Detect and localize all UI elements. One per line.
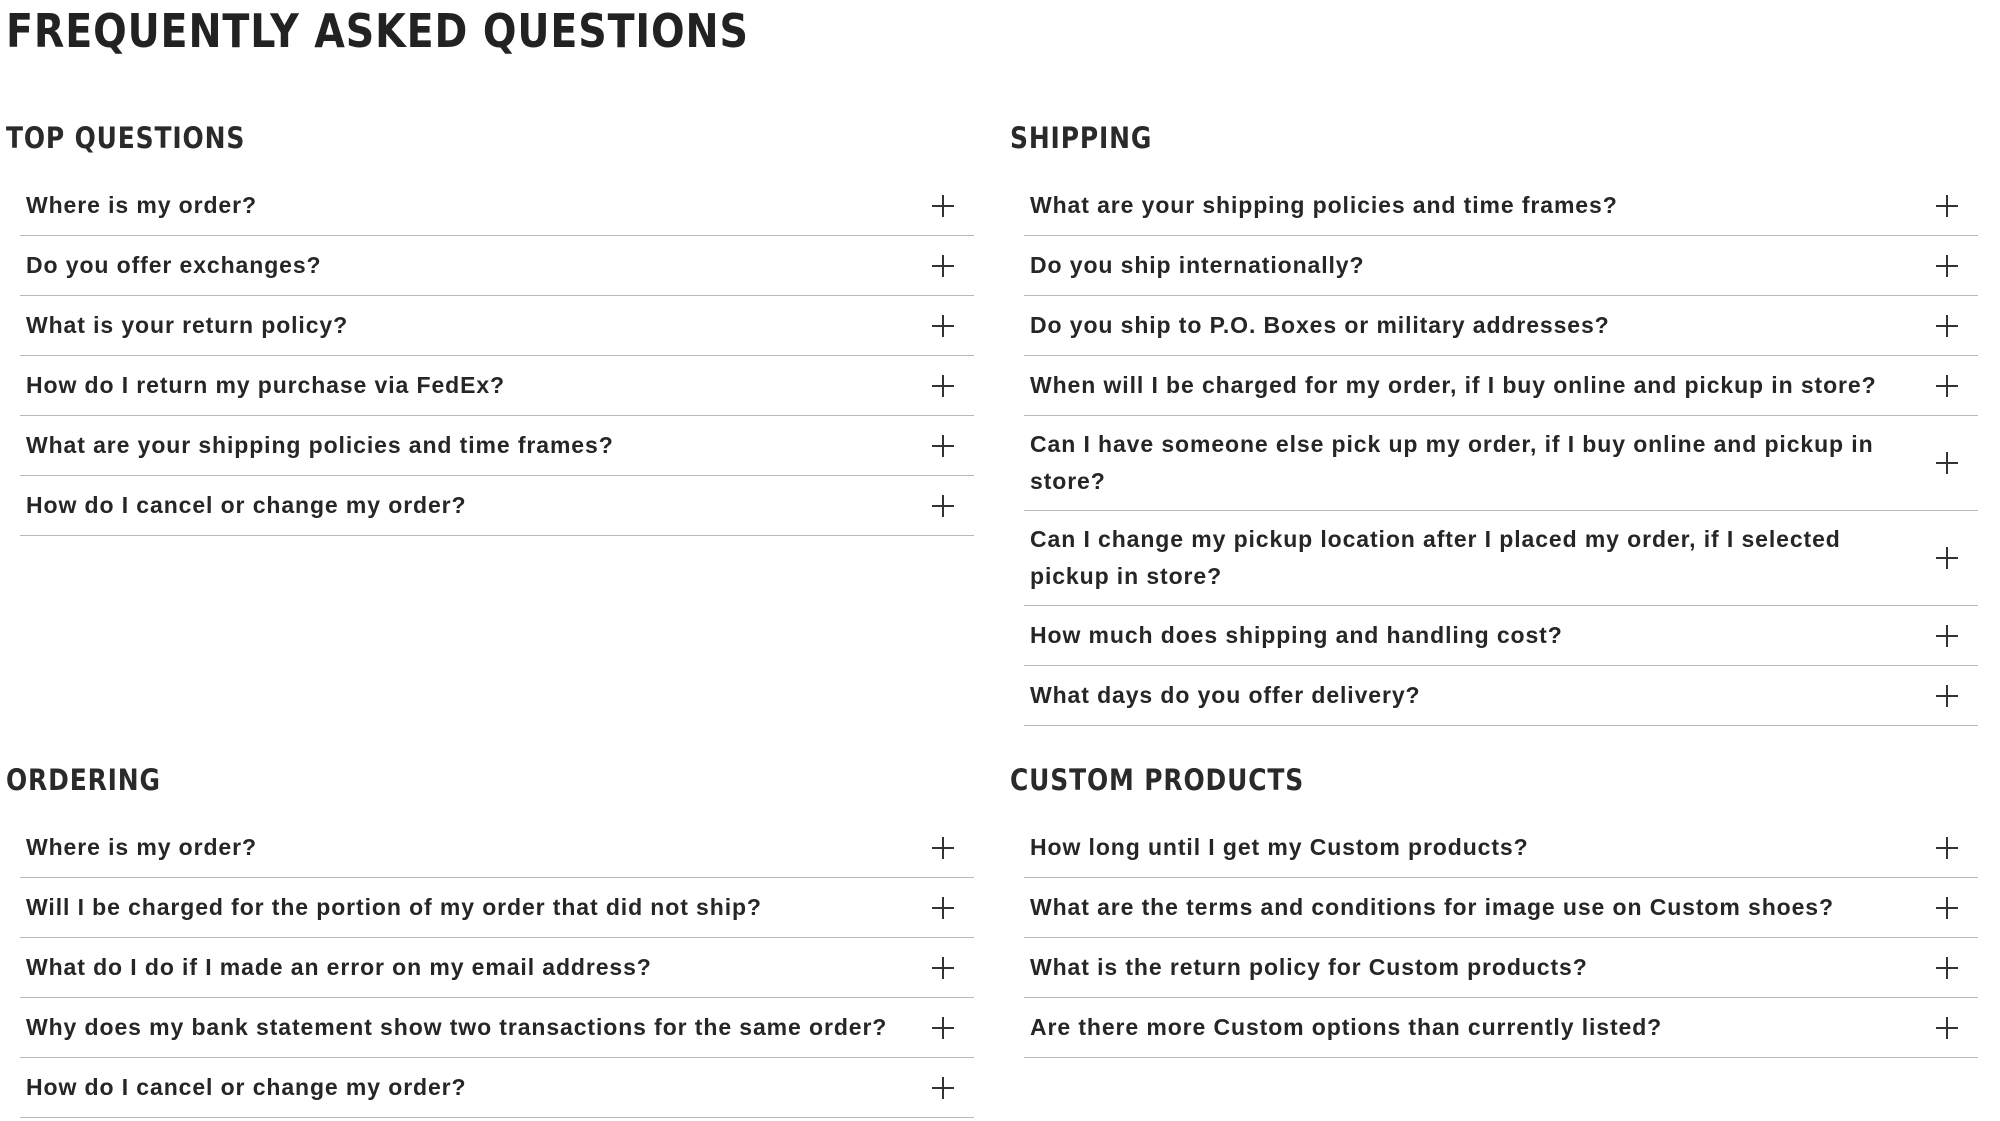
faq-item[interactable] — [1024, 176, 1978, 236]
plus-icon[interactable] — [1936, 255, 1958, 277]
faq-item[interactable] — [20, 416, 974, 476]
faq-question: When will I be charged for my order, if I buy online and pickup in store? — [1030, 372, 1877, 398]
faq-question: What is the return policy for Custom products? — [1030, 954, 1588, 980]
faq-question: Why does my bank statement show two transactions for the same order? — [26, 1014, 888, 1040]
faq-item[interactable] — [20, 176, 974, 236]
faq-item[interactable] — [20, 878, 974, 938]
faq-item[interactable] — [20, 1058, 974, 1118]
section-heading: ORDERING — [6, 763, 161, 797]
faq-question: How do I cancel or change my order? — [26, 1074, 467, 1100]
faq-question: Can I have someone else pick up my order, if I buy online and pickup in store? — [1030, 431, 1874, 494]
section-custom-products — [1010, 754, 1995, 1058]
plus-icon[interactable] — [1936, 625, 1958, 647]
faq-question: What are your shipping policies and time frames? — [26, 432, 614, 458]
section-heading: CUSTOM PRODUCTS — [1010, 763, 1305, 797]
faq-item[interactable] — [1024, 511, 1978, 606]
faq-question: What is your return policy? — [26, 312, 349, 338]
faq-item[interactable] — [20, 938, 974, 998]
plus-icon[interactable] — [932, 837, 954, 859]
plus-icon[interactable] — [932, 195, 954, 217]
plus-icon[interactable] — [932, 495, 954, 517]
plus-icon[interactable] — [932, 897, 954, 919]
plus-icon[interactable] — [1936, 897, 1958, 919]
faq-list — [6, 176, 991, 536]
faq-item[interactable] — [1024, 938, 1978, 998]
plus-icon[interactable] — [1936, 685, 1958, 707]
faq-item[interactable] — [1024, 606, 1978, 666]
plus-icon[interactable] — [932, 957, 954, 979]
faq-question: Do you offer exchanges? — [26, 252, 322, 278]
plus-icon[interactable] — [1936, 547, 1958, 569]
section-shipping — [1010, 112, 1995, 726]
faq-question: How much does shipping and handling cost? — [1030, 622, 1563, 648]
plus-icon[interactable] — [932, 435, 954, 457]
plus-icon[interactable] — [1936, 1017, 1958, 1039]
plus-icon[interactable] — [932, 315, 954, 337]
section-ordering — [6, 754, 991, 1118]
faq-item[interactable] — [20, 818, 974, 878]
faq-question: Are there more Custom options than currently listed? — [1030, 1014, 1663, 1040]
faq-list — [1010, 818, 1995, 1058]
faq-question: What are the terms and conditions for image use on Custom shoes? — [1030, 894, 1834, 920]
plus-icon[interactable] — [932, 375, 954, 397]
faq-question: What do I do if I made an error on my email address? — [26, 954, 652, 980]
plus-icon[interactable] — [1936, 452, 1958, 474]
faq-question: What are your shipping policies and time frames? — [1030, 192, 1618, 218]
faq-item[interactable] — [1024, 878, 1978, 938]
faq-question: How long until I get my Custom products? — [1030, 834, 1529, 860]
plus-icon[interactable] — [1936, 957, 1958, 979]
faq-list — [6, 818, 991, 1118]
faq-item[interactable] — [1024, 416, 1978, 511]
faq-question: Can I change my pickup location after I placed my order, if I selected pickup in store? — [1030, 526, 1841, 589]
faq-question: Do you ship internationally? — [1030, 252, 1365, 278]
plus-icon[interactable] — [932, 1077, 954, 1099]
faq-question: Where is my order? — [26, 834, 257, 860]
faq-question: What days do you offer delivery? — [1030, 682, 1421, 708]
faq-question: Where is my order? — [26, 192, 257, 218]
plus-icon[interactable] — [932, 1017, 954, 1039]
page-title: FREQUENTLY ASKED QUESTIONS — [6, 4, 749, 58]
plus-icon[interactable] — [1936, 315, 1958, 337]
faq-item[interactable] — [1024, 998, 1978, 1058]
faq-item[interactable] — [20, 998, 974, 1058]
section-top-questions — [6, 112, 991, 536]
faq-item[interactable] — [20, 356, 974, 416]
faq-question: How do I return my purchase via FedEx? — [26, 372, 505, 398]
faq-item[interactable] — [1024, 666, 1978, 726]
plus-icon[interactable] — [1936, 375, 1958, 397]
faq-item[interactable] — [1024, 356, 1978, 416]
plus-icon[interactable] — [932, 255, 954, 277]
plus-icon[interactable] — [1936, 837, 1958, 859]
faq-item[interactable] — [20, 476, 974, 536]
section-heading: TOP QUESTIONS — [6, 121, 246, 155]
faq-question: Will I be charged for the portion of my order that did not ship? — [26, 894, 762, 920]
faq-question: Do you ship to P.O. Boxes or military addresses? — [1030, 312, 1610, 338]
plus-icon[interactable] — [1936, 195, 1958, 217]
faq-item[interactable] — [20, 296, 974, 356]
faq-item[interactable] — [1024, 296, 1978, 356]
faq-item[interactable] — [20, 236, 974, 296]
faq-item[interactable] — [1024, 236, 1978, 296]
section-heading: SHIPPING — [1010, 121, 1153, 155]
faq-question: How do I cancel or change my order? — [26, 492, 467, 518]
faq-item[interactable] — [1024, 818, 1978, 878]
faq-list — [1010, 176, 1995, 726]
